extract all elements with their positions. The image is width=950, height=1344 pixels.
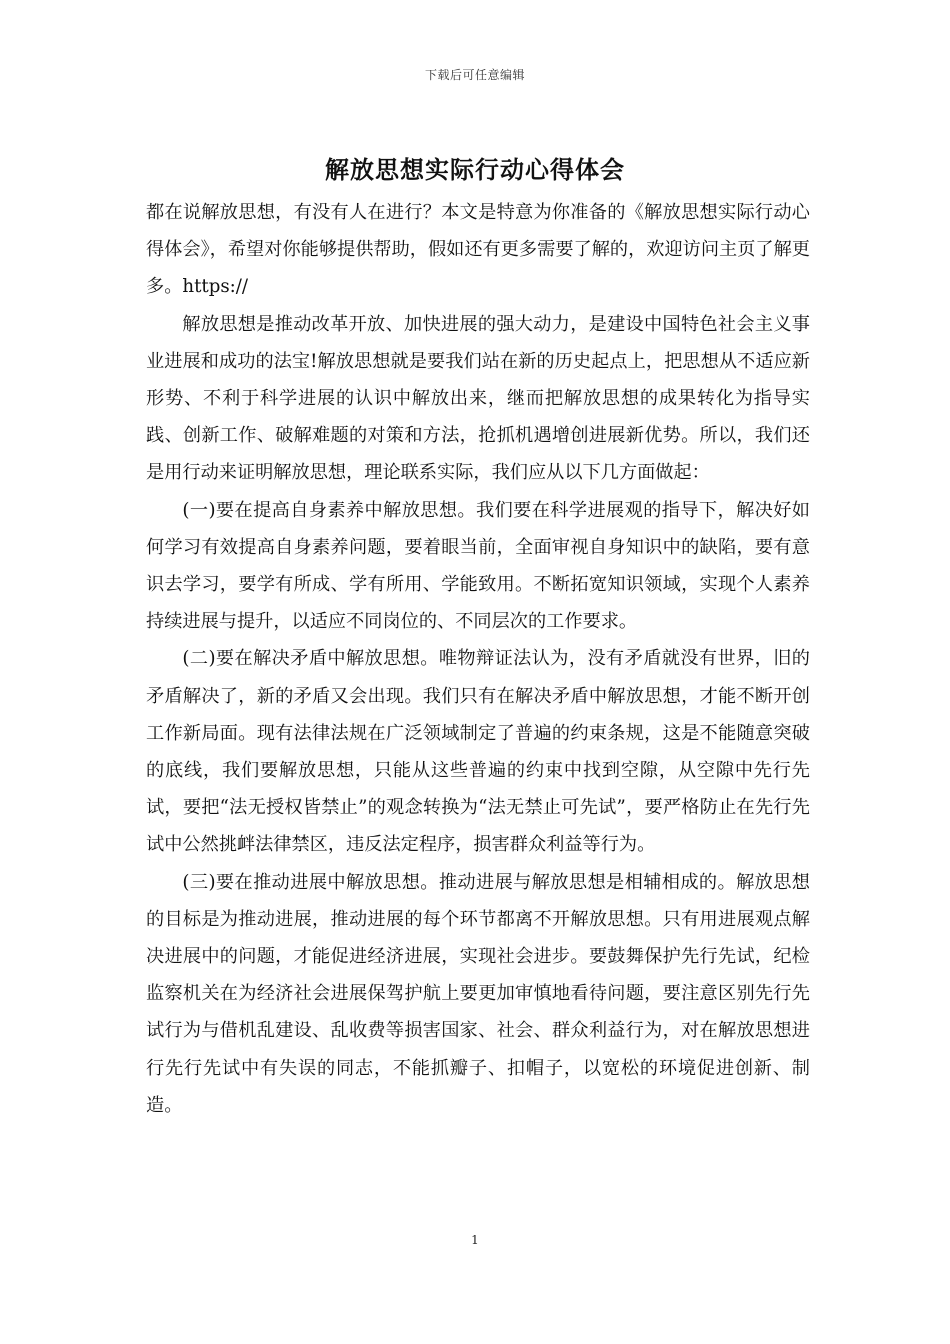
page-number: 1 — [471, 1233, 479, 1247]
body-paragraph: (二)要在解决矛盾中解放思想。唯物辩证法认为，没有矛盾就没有世界，旧的矛盾解决了，新的矛盾又会出现。我们只有在解决矛盾中解放思想，才能不断开创工作新局面。现有法律法规在广泛领域制定了普遍的约束条规，这是不能随意突破的底线，我们要解放思想，只能从这些普遍的约束中找到空隙，从空隙中先行先试，要把“法无授权皆禁止”的观念转换为“法无禁止可先试”，要严格防止在先行先试中公然挑衅法律禁区，违反法定程序，损害群众利益等行为。 — [146, 648, 810, 856]
body-paragraph: 解放思想是推动改革开放、加快进展的强大动力，是建设中国特色社会主义事业进展和成功的法宝!解放思想就是要我们站在新的历史起点上，把思想从不适应新形势、不利于科学进展的认识中解放出来，继而把解放思想的成果转化为指导实践、创新工作、破解难题的对策和方法，抢抓机遇增创进展新优势。所以，我们还是用行动来证明解放思想，理论联系实际，我们应从以下几方面做起： — [146, 313, 810, 484]
page-header-note: 下载后可任意编辑 — [424, 68, 525, 82]
body-paragraph: (一)要在提高自身素养中解放思想。我们要在科学进展观的指导下，解决好如何学习有效提高自身素养问题，要着眼当前，全面审视自身知识中的缺陷，要有意识去学习，要学有所成、学有所用、学能致用。不断拓宽知识领域，实现个人素养持续进展与提升，以适应不同岗位的、不同层次的工作要求。 — [146, 499, 810, 633]
intro-paragraph: 都在说解放思想，有没有人在进行？本文是特意为你准备的《解放思想实际行动心得体会》，希望对你能够提供帮助，假如还有更多需要了解的，欢迎访问主页了解更多。https:// — [146, 202, 810, 298]
document-title: 解放思想实际行动心得体会 — [325, 155, 625, 184]
document-body — [146, 194, 810, 1124]
body-paragraph: (三)要在推动进展中解放思想。推动进展与解放思想是相辅相成的。解放思想的目标是为推动进展，推动进展的每个环节都离不开解放思想。只有用进展观点解决进展中的问题，才能促进经济进展，实现社会进步。要鼓舞保护先行先试，纪检监察机关在为经济社会进展保驾护航上要更加审慎地看待问题，要注意区别先行先试行为与借机乱建设、乱收费等损害国家、社会、群众利益行为，对在解放思想进行先行先试中有失误的同志，不能抓瓣子、扣帽子，以宽松的环境促进创新、制造。 — [146, 871, 810, 1116]
